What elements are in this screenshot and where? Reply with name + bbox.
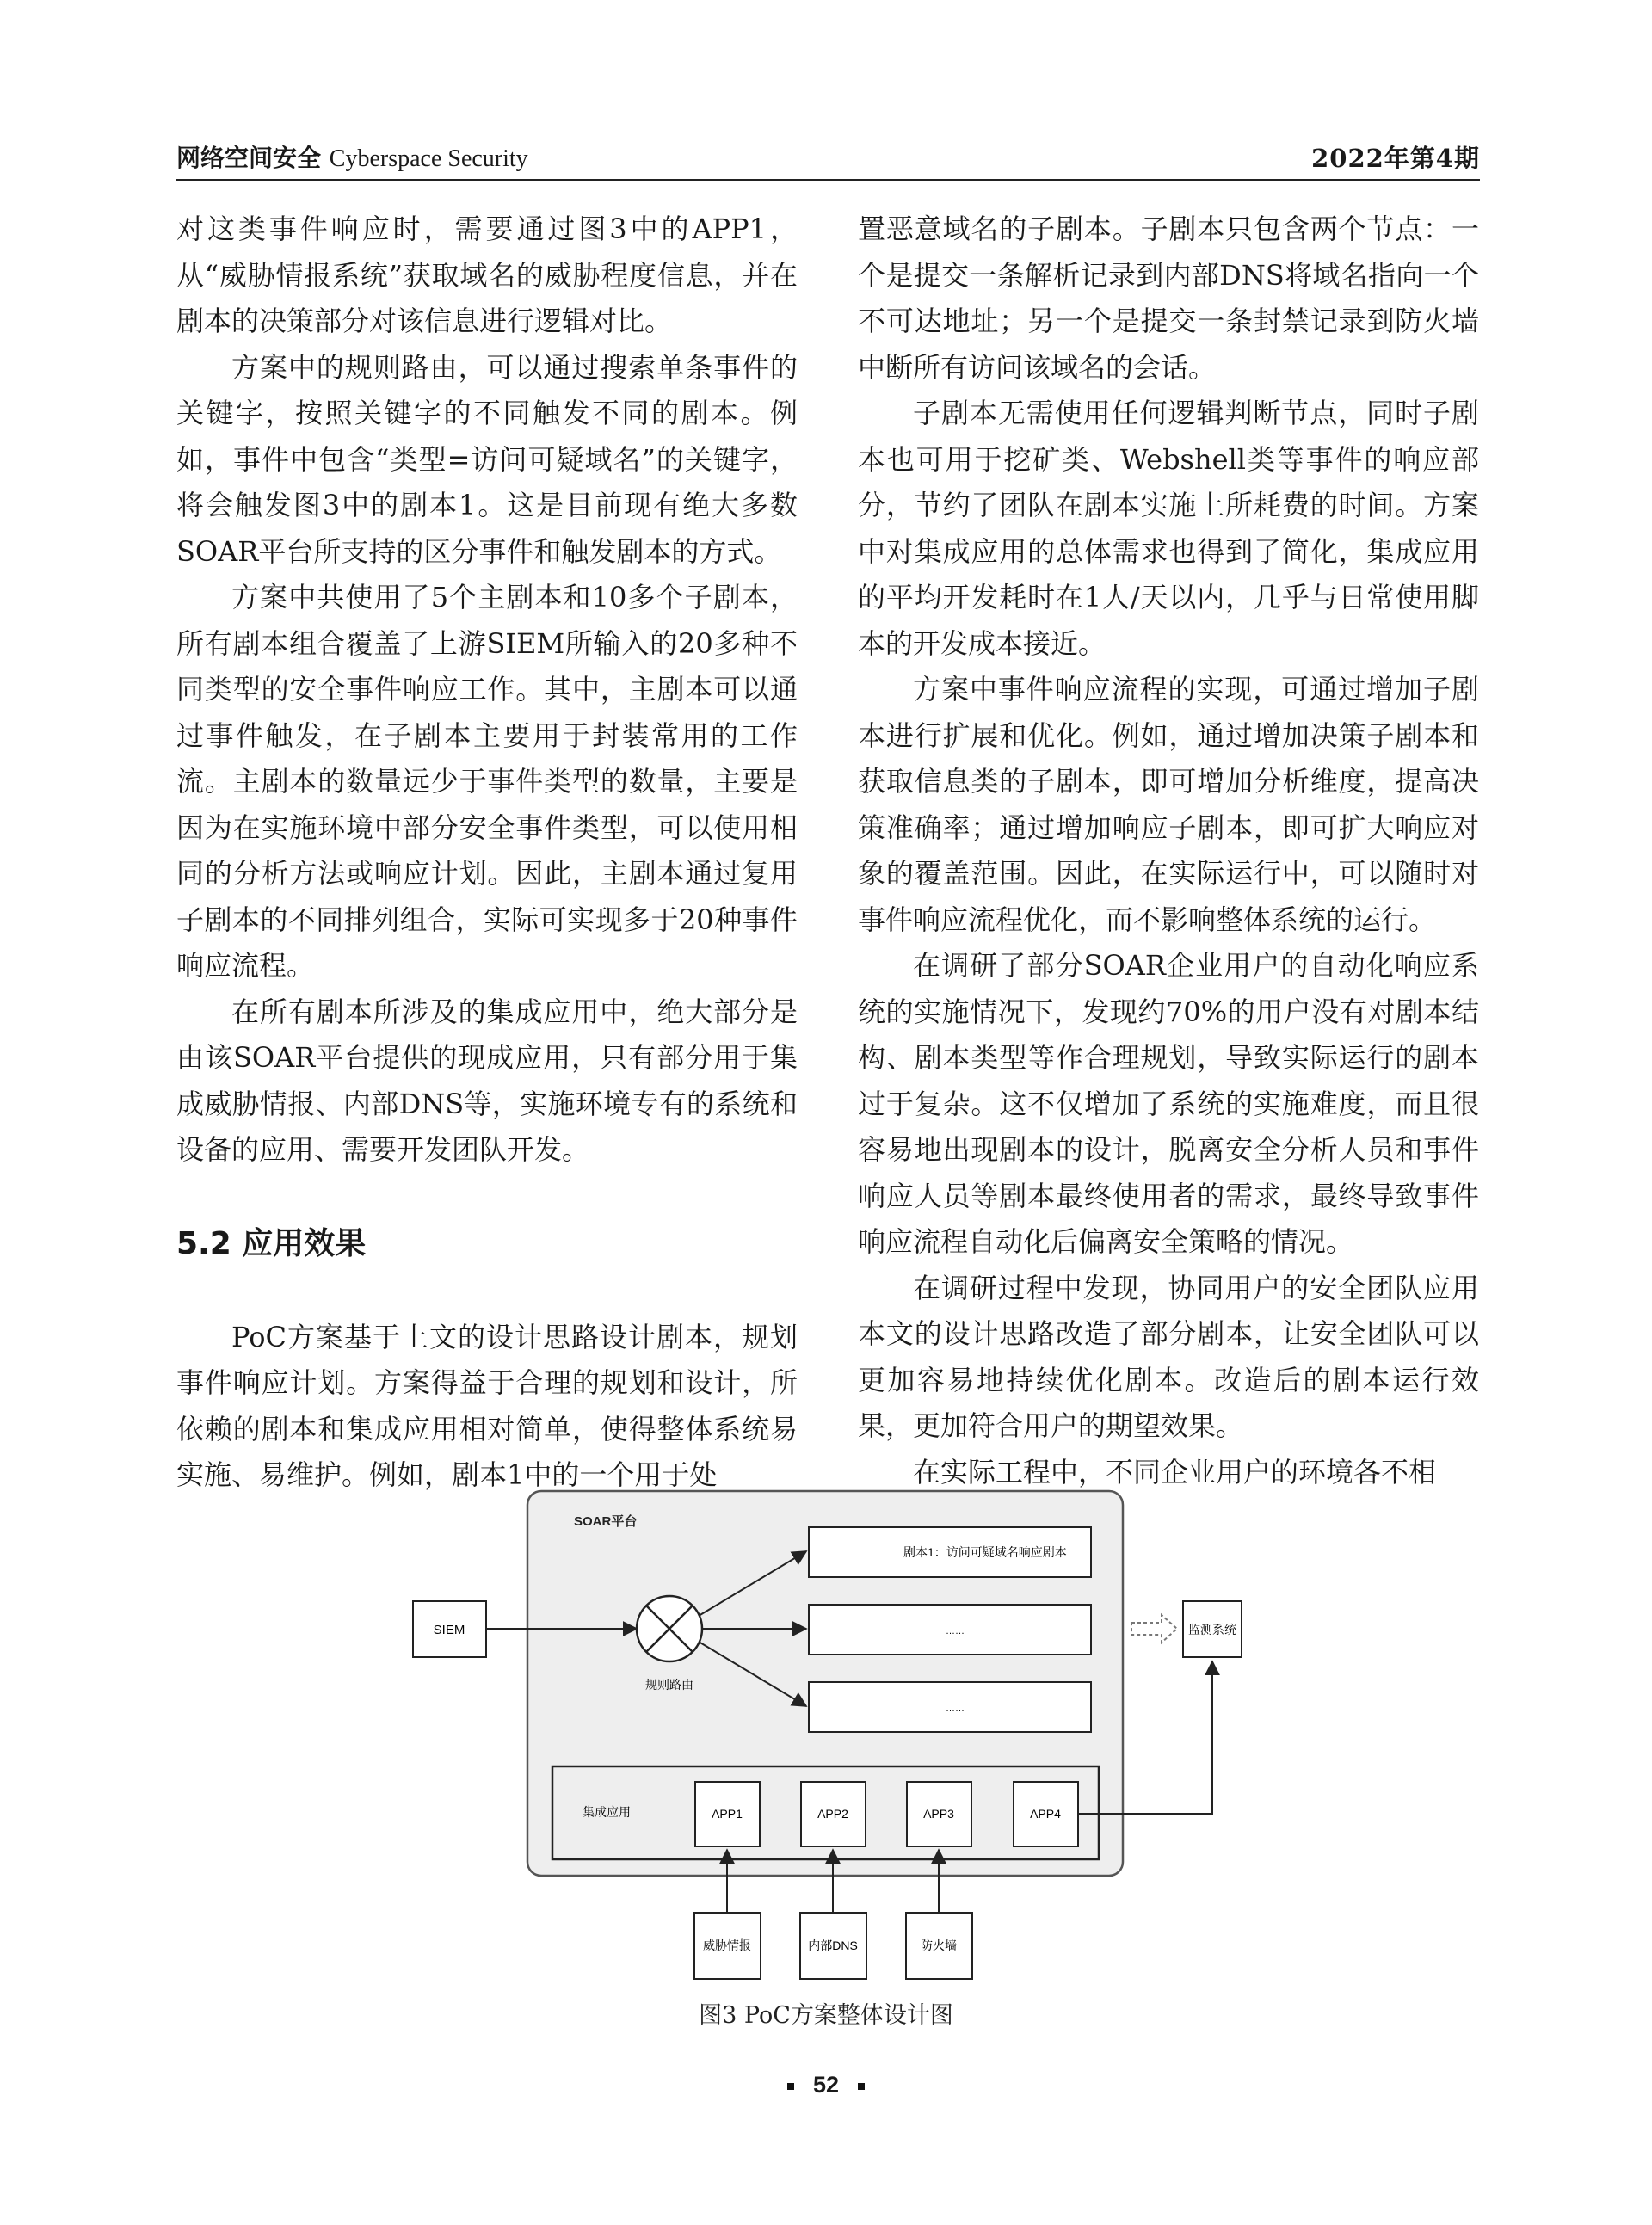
siem-label: SIEM — [433, 1623, 465, 1637]
app3-label: APP3 — [923, 1807, 954, 1821]
paragraph: 在实际工程中，不同企业用户的环境各不相 — [913, 1455, 1437, 1488]
architecture-diagram — [404, 1478, 1248, 1986]
page-number — [0, 2072, 1652, 2099]
bullet-icon — [787, 2083, 794, 2090]
firewall-label: 防火墙 — [921, 1938, 957, 1952]
playbook1-label: 剧本1：访问可疑域名响应剧本 — [903, 1545, 1067, 1559]
page-header — [176, 127, 1480, 181]
app4-label: APP4 — [1030, 1807, 1061, 1821]
journal-title-cn: 网络空间安全 — [176, 144, 322, 172]
right-column — [858, 206, 1479, 1495]
figure-caption: 图3 PoC方案整体设计图 — [699, 2002, 953, 2029]
playbook3-label: …… — [946, 1704, 965, 1714]
app1-label: APP1 — [712, 1807, 743, 1821]
bullet-icon — [858, 2083, 865, 2090]
paragraph: 方案中的规则路由，可以通过搜索单条事件的关键字，按照关键字的不同触发不同的剧本。例如，事件中包含“类型=访问可疑域名”的关键字，将会触发图3中的剧本1。这是目前现有绝大多数SOAR平台所支持的区分事件和触发剧本的方式。 — [176, 350, 798, 568]
paragraph: 子剧本无需使用任何逻辑判断节点，同时子剧本也可用于挖矿类、Webshell类等事件的响应部分，节约了团队在剧本实施上所耗费的时间。方案中对集成应用的总体需求也得到了简化，集成应用的平均开发耗时在1人/天以内，几乎与日常使用脚本的开发成本接近。 — [858, 397, 1479, 660]
paragraph: PoC方案基于上文的设计思路设计剧本，规划事件响应计划。方案得益于合理的规划和设计，所依赖的剧本和集成应用相对简单，使得整体系统易实施、易维护。例如，剧本1中的一个用于处 — [176, 1320, 798, 1491]
playbook2-label: …… — [946, 1626, 965, 1636]
dashed-arrow-icon — [1131, 1615, 1177, 1643]
paragraph: 对这类事件响应时，需要通过图3中的APP1，从“威胁情报系统”获取域名的威胁程度信息，并在剧本的决策部分对该信息进行逻辑对比。 — [176, 213, 798, 337]
monitor-system-label: 监测系统 — [1188, 1623, 1236, 1636]
journal-title-en: Cyberspace Security — [329, 145, 528, 172]
paragraph: 方案中共使用了5个主剧本和10多个子剧本，所有剧本组合覆盖了上游SIEM所输入的20多种不同类型的安全事件响应工作。其中，主剧本可以通过事件触发，在子剧本主要用于封装常用的工作流。主剧本的数量远少于事件类型的数量，主要是因为在实施环境中部分安全事件类型，可以使用相同的分析方法或响应计划。因此，主剧本通过复用子剧本的不同排列组合，实际可实现多于20种事件响应流程。 — [176, 581, 798, 982]
paragraph: 在调研过程中发现，协同用户的安全团队应用本文的设计思路改造了部分剧本，让安全团队可以更加容易地持续优化剧本。改造后的剧本运行效果，更加符合用户的期望效果。 — [858, 1271, 1479, 1442]
paragraph: 置恶意域名的子剧本。子剧本只包含两个节点：一个是提交一条解析记录到内部DNS将域名指向一个不可达地址；另一个是提交一条封禁记录到防火墙中断所有访问该域名的会话。 — [858, 213, 1479, 384]
soar-platform-label: SOAR平台 — [574, 1514, 638, 1529]
paragraph: 在所有剧本所涉及的集成应用中，绝大部分是由该SOAR平台提供的现成应用，只有部分用于集成威胁情报、内部DNS等，实施环境专有的系统和设备的应用、需要开发团队开发。 — [176, 995, 798, 1166]
figure-3 — [404, 1478, 1248, 1986]
threat-intel-label: 威胁情报 — [703, 1938, 751, 1952]
paragraph: 方案中事件响应流程的实现，可通过增加子剧本进行扩展和优化。例如，通过增加决策子剧本和获取信息类的子剧本，即可增加分析维度，提高决策准确率；通过增加响应子剧本，即可扩大响应对象的覆盖范围。因此，在实际运行中，可以随时对事件响应流程优化，而不影响整体系统的运行。 — [858, 673, 1479, 936]
section-heading: 5.2 应用效果 — [176, 1225, 367, 1261]
journal-title — [176, 139, 528, 174]
paragraph: 在调研了部分SOAR企业用户的自动化响应系统的实施情况下，发现约70%的用户没有对剧本结构、剧本类型等作合理规划，导致实际运行的剧本过于复杂。这不仅增加了系统的实施难度，而且很容易地出现剧本的设计，脱离安全分析人员和事件响应人员等剧本最终使用者的需求，最终导致事件响应流程自动化后偏离安全策略的情况。 — [858, 949, 1479, 1258]
rule-router-label: 规则路由 — [645, 1678, 693, 1692]
page-number-value: 52 — [812, 2072, 840, 2098]
app2-label: APP2 — [817, 1807, 848, 1821]
internal-dns-label: 内部DNS — [808, 1938, 858, 1952]
integration-label: 集成应用 — [583, 1805, 631, 1819]
left-column — [176, 206, 798, 1499]
issue-label: 2022年第4期 — [1311, 144, 1480, 173]
